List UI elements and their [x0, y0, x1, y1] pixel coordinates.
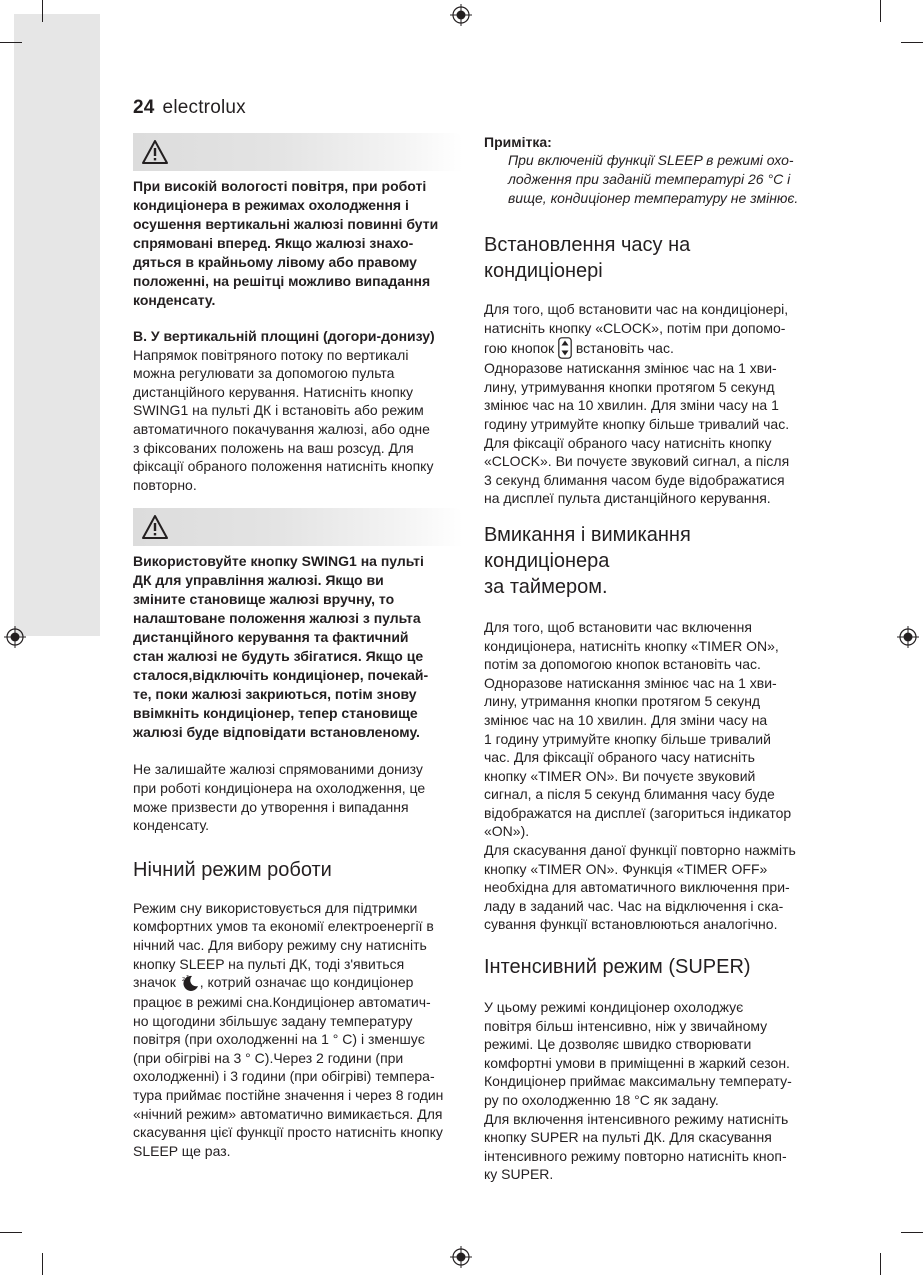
text-line: жалюзі буде відповідати встановленому.: [133, 724, 420, 741]
registration-mark-icon: [450, 4, 472, 26]
text-line: SWING1 на пульті ДК і встановіть або режим: [133, 402, 424, 419]
text-line: змінює час на 10 хвилин. Для зміни часу на: [484, 711, 768, 728]
text-line: комфортних умов та економії електроенергії в: [133, 918, 434, 935]
text-line: При включеній функції SLEEP в режимі охо-: [508, 152, 794, 168]
tip-text: [133, 760, 463, 834]
text-line: при роботі кондиціонера на охолодження, це: [133, 779, 426, 796]
text-line: сталося,відключіть кондиціонер, почекай-: [133, 667, 429, 684]
text-line: положенні, на решітці можливо випадання: [133, 273, 431, 289]
super-mode-text: [484, 998, 814, 1184]
text-line: дистанційного керування та фактичний: [133, 629, 409, 646]
timer-text: [484, 618, 814, 934]
text-line: Для фіксації обраного часу натисніть кнопку: [484, 434, 772, 451]
text-line: кнопку SLEEP на пульті ДК, тоді з'явиться: [133, 955, 405, 972]
timer-title: [484, 522, 814, 600]
crop-mark: [880, 1253, 881, 1275]
super-mode-title: Інтенсивний режим (SUPER): [484, 956, 751, 979]
warning-text-swing: [133, 552, 463, 742]
text-line: [133, 973, 463, 993]
warning-bar: [133, 508, 463, 546]
text-line: Напрямок повітряного потоку по вертикалі: [133, 346, 409, 363]
text-fragment: значок: [133, 974, 176, 991]
text-line: вище, кондиціонер температуру не змінює.: [508, 190, 799, 206]
text-line: скасування цієї функції просто натисніть кнопку: [133, 1124, 443, 1141]
text-line: дистанційного керування. Натисніть кнопку: [133, 383, 414, 400]
text-line: Для включення інтенсивного режиму натисніть: [484, 1110, 789, 1127]
text-line: охолодженні) і 3 години (при обігріві) темпера-: [133, 1068, 435, 1085]
text-line: кнопку SUPER на пульті ДК. Для скасування: [484, 1129, 772, 1146]
text-line: змінює час на 10 хвилин. Для зміни часу на 1: [484, 397, 779, 414]
page-number: 24: [133, 97, 155, 118]
text-line: (при обігріві на 3 ° С).Через 2 години (при: [133, 1049, 404, 1066]
text-line: повітря більш інтенсивно, ніж у звичайному: [484, 1017, 768, 1034]
text-line: дяться в крайньому лівому або правому: [133, 254, 417, 270]
text-line: кнопку «TIMER ON». Ви почуєте звуковий: [484, 767, 756, 784]
left-column: [133, 133, 463, 1160]
text-line: лину, утримування кнопки протягом 5 секунд: [484, 378, 775, 395]
text-line: те, поки жалюзі закриються, потім знову: [133, 686, 417, 703]
svg-text:z: z: [185, 974, 189, 981]
text-line: спрямовані вперед. Якщо жалюзі знахо-: [133, 235, 414, 251]
text-line: «нічний режим» автоматично вимикається. Для: [133, 1105, 443, 1122]
crop-mark: [880, 0, 881, 22]
crop-mark: [901, 1232, 923, 1233]
warning-bar: [133, 133, 463, 171]
text-fragment: встановіть час.: [575, 340, 674, 357]
text-line: стан жалюзі не будуть збігатися. Якщо це: [133, 648, 424, 665]
text-line: Для того, щоб встановити час включення: [484, 618, 752, 635]
text-line: сигнал, а після 5 секунд блимання часу буде: [484, 786, 775, 803]
text-line: повітря (при охолодженні на 1 ° С) і зменшує: [133, 1031, 425, 1048]
text-line: лодження при заданій температурі 26 °С і: [508, 171, 791, 187]
note-label: Примітка:: [484, 134, 552, 150]
crop-mark: [901, 42, 923, 43]
text-line: Для скасування даної функції повторно нажміть: [484, 842, 796, 859]
text-line: конденсату.: [133, 817, 210, 834]
text-line: необхідна для автоматичного виключення при-: [484, 879, 790, 896]
text-line: ру по охолодженню 18 °С як задану.: [484, 1092, 719, 1108]
clock-text: [484, 300, 814, 508]
text-line: 1 годину утримуйте кнопку більше тривалий: [484, 730, 771, 747]
text-line: конденсату.: [133, 292, 216, 308]
clock-title: Встановлення часу на кондиціонері: [484, 234, 691, 282]
text-line: тура приймає постійне значення і через 8 годин: [133, 1087, 444, 1104]
text-line: Одноразове натискання змінює час на 1 хви-: [484, 674, 777, 691]
text-line: на дисплеї пульта дистанційного керування.: [484, 490, 771, 507]
text-line: ДК для управління жалюзі. Якщо ви: [133, 572, 384, 589]
section-b-text: [133, 346, 463, 495]
text-line: Кондиціонер приймає максимальну температу-: [484, 1073, 792, 1090]
text-line: осушення вертикальні жалюзі повинні бути: [133, 216, 439, 232]
text-line: працює в режимі сна.Кондиціонер автоматич-: [133, 994, 431, 1011]
text-line: комфортні умови в приміщенні в жаркий сезон.: [484, 1054, 790, 1071]
section-b-title: B. У вертикальній площині (догори-донизу): [133, 328, 435, 344]
text-line: налаштоване положення жалюзі з пульта: [133, 610, 421, 627]
up-down-arrows-icon: [558, 337, 572, 359]
text-line: Режим сну використовується для підтримки: [133, 899, 418, 916]
warning-triangle-icon: [141, 514, 169, 540]
crop-mark: [42, 0, 43, 22]
text-line: кондиціонера в режимах охолодження і: [133, 197, 409, 213]
svg-text:z: z: [181, 976, 185, 984]
text-line: зміните становище жалюзі вручну, то: [133, 591, 395, 608]
text-line: Використовуйте кнопку SWING1 на пульті: [133, 553, 424, 570]
text-line: сування функції встановлюються аналогічно.: [484, 916, 778, 933]
text-line: ввімкніть кондиціонер, тепер становище: [133, 705, 418, 722]
text-line: режимі. Це дозволяє швидко створювати: [484, 1036, 752, 1053]
text-line: ладу в заданий час. Час на відключення і ска-: [484, 897, 784, 914]
text-line: автоматичного покачування жалюзі, або одне: [133, 420, 430, 437]
sleep-moon-icon: [180, 973, 200, 993]
text-line: потім за допомогою кнопок встановіть час.: [484, 656, 761, 673]
text-line: інтенсивного режиму повторно натисніть кноп-: [484, 1147, 787, 1164]
text-line: ку SUPER.: [484, 1166, 554, 1183]
warning-triangle-icon: [141, 139, 169, 165]
text-line: но щогодини збільшує задану температуру: [133, 1012, 413, 1029]
crop-mark: [42, 1253, 43, 1275]
night-mode-title: Нічний режим роботи: [133, 858, 332, 881]
side-color-bar: [14, 14, 100, 636]
brand-name: electrolux: [162, 97, 246, 118]
text-line: Не залишайте жалюзі спрямованими донизу: [133, 761, 423, 778]
text-line: «ON»).: [484, 823, 530, 840]
text-line: [484, 337, 814, 359]
text-line: лину, утримання кнопки протягом 5 секунд: [484, 693, 761, 710]
text-line: 3 секунд блимання часом буде відображатися: [484, 471, 785, 488]
text-line: Одноразове натискання змінює час на 1 хви-: [484, 360, 777, 377]
heading-line: за таймером.: [484, 575, 608, 598]
text-line: кнопку «TIMER ON». Функція «TIMER OFF»: [484, 860, 768, 877]
warning-text-humidity: [133, 177, 463, 310]
text-line: з фіксованих положень на ваш розсуд. Для: [133, 439, 414, 456]
page-header: [133, 97, 246, 119]
text-line: натисніть кнопку «CLOCK», потім при допомо-: [484, 319, 786, 336]
crop-mark: [0, 1232, 22, 1233]
text-line: «CLOCK». Ви почуєте звуковий сигнал, а після: [484, 453, 790, 470]
night-mode-text: [133, 899, 463, 1161]
text-fragment: , котрий означає що кондиціонер: [199, 974, 414, 991]
registration-mark-icon: [450, 1246, 472, 1268]
text-line: годину утримуйте кнопку більше тривалий час.: [484, 415, 790, 432]
text-line: може призвести до утворення і випадання: [133, 798, 409, 815]
text-line: можна регулювати за допомогою пульта: [133, 365, 395, 382]
text-line: Для того, щоб встановити час на кондиціонері,: [484, 301, 789, 317]
note-text: [508, 151, 814, 208]
text-line: кондиціонера, натисніть кнопку «TIMER ON»,: [484, 637, 779, 654]
text-fragment: гою кнопок: [484, 340, 555, 357]
text-line: відображатся на дисплеї (загориться індикатор: [484, 804, 792, 821]
crop-mark: [0, 42, 22, 43]
heading-line: Вмикання і вимикання кондиціонера: [484, 523, 691, 572]
text-line: У цьому режимі кондиціонер охолоджує: [484, 999, 744, 1016]
right-column: [484, 133, 814, 1184]
text-line: SLEEP ще раз.: [133, 1142, 231, 1159]
text-line: нічний час. Для вибору режиму сну натисніть: [133, 936, 427, 953]
registration-mark-icon: [4, 626, 26, 648]
text-line: При високій вологості повітря, при роботі: [133, 178, 427, 194]
text-line: фіксації обраного положення натисніть кнопку: [133, 458, 434, 475]
text-line: повторно.: [133, 476, 197, 493]
registration-mark-icon: [897, 626, 919, 648]
text-line: час. Для фіксації обраного часу натисніть: [484, 749, 755, 766]
